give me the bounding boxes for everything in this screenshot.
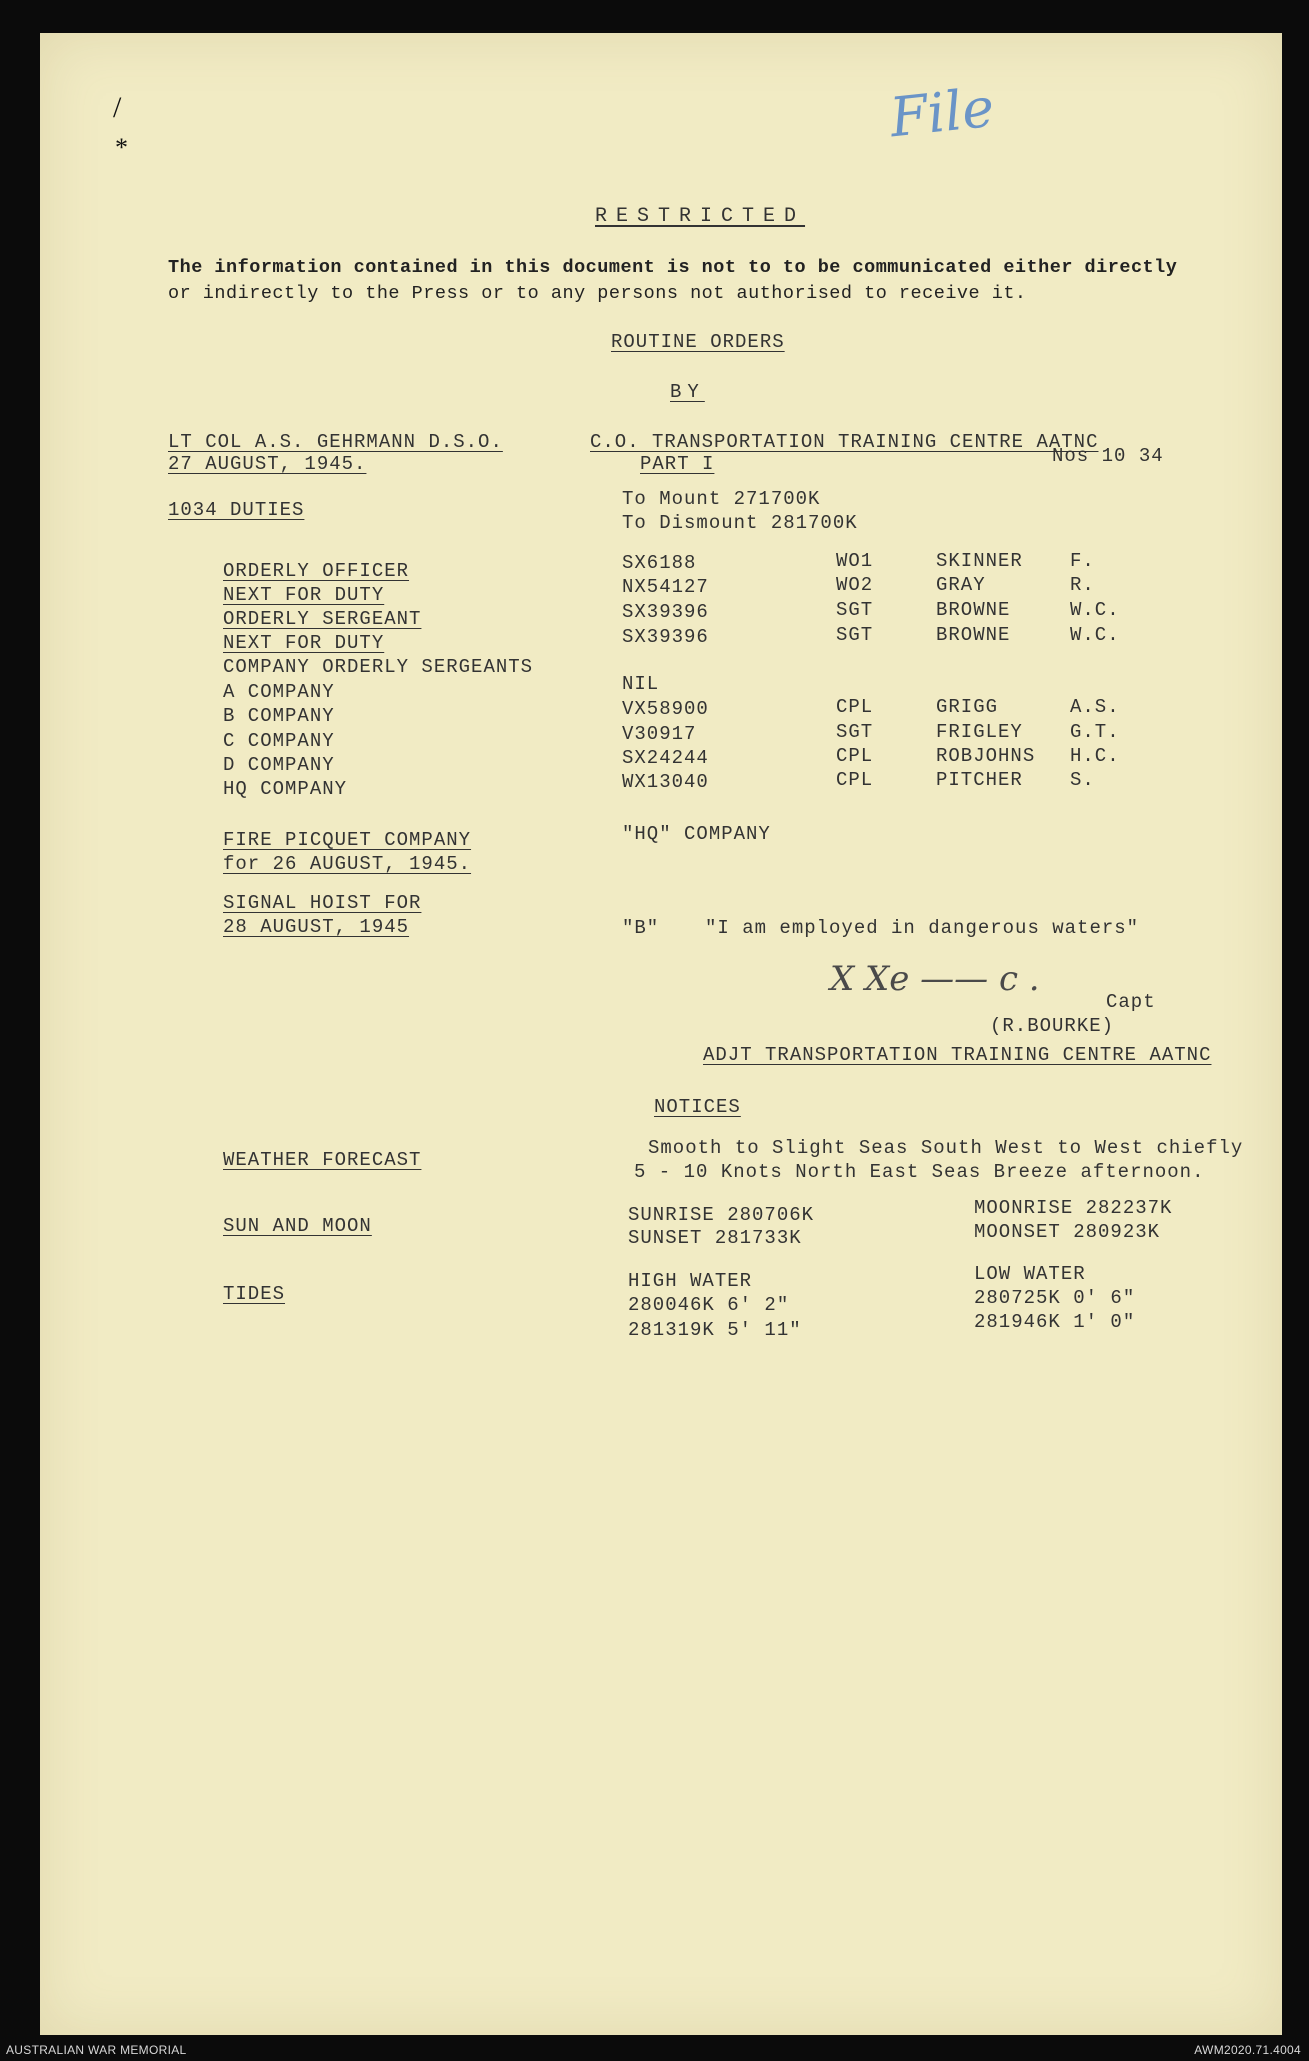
margin-mark-slash: / bbox=[113, 91, 122, 124]
fire-picquet-date: for 26 AUGUST, 1945. bbox=[223, 853, 472, 875]
signature-rank: Capt bbox=[1106, 991, 1156, 1013]
tides-label: TIDES bbox=[223, 1283, 286, 1305]
company-surname: ROBJOHNS bbox=[936, 745, 1036, 767]
company-number: V30917 bbox=[622, 723, 697, 745]
company-name: B COMPANY bbox=[223, 705, 335, 727]
company-number: NIL bbox=[622, 673, 660, 695]
duty-initials: W.C. bbox=[1070, 624, 1120, 646]
dismount-time: To Dismount 281700K bbox=[622, 512, 858, 534]
fire-picquet-label: FIRE PICQUET COMPANY bbox=[223, 829, 472, 851]
duty-initials: W.C. bbox=[1070, 599, 1120, 621]
sun-moon-label: SUN AND MOON bbox=[223, 1215, 372, 1237]
company-rank: CPL bbox=[836, 696, 874, 718]
company-sergeants-heading: COMPANY ORDERLY SERGEANTS bbox=[223, 656, 534, 678]
moonrise: MOONRISE 282237K bbox=[974, 1197, 1173, 1219]
signal-meaning: "I am employed in dangerous waters" bbox=[705, 917, 1140, 939]
duty-role: NEXT FOR DUTY bbox=[223, 584, 385, 606]
weather-line-2: 5 - 10 Knots North East Seas Breeze afternoon. bbox=[634, 1161, 1205, 1183]
company-number: SX24244 bbox=[622, 747, 709, 769]
high-water-1: 280046K 6' 2" bbox=[628, 1294, 790, 1316]
duty-surname: GRAY bbox=[936, 574, 986, 596]
company-name: HQ COMPANY bbox=[223, 778, 348, 800]
company-rank: SGT bbox=[836, 721, 874, 743]
duty-number: SX39396 bbox=[622, 601, 709, 623]
duty-role: NEXT FOR DUTY bbox=[223, 632, 385, 654]
duty-role: ORDERLY OFFICER bbox=[223, 560, 410, 582]
company-rank: CPL bbox=[836, 745, 874, 767]
low-water-2: 281946K 1' 0" bbox=[974, 1311, 1136, 1333]
fire-picquet-company: "HQ" COMPANY bbox=[622, 823, 771, 845]
duties-label: 1034 DUTIES bbox=[168, 499, 305, 521]
order-date: 27 AUGUST, 1945. bbox=[168, 453, 367, 475]
company-surname: FRIGLEY bbox=[936, 721, 1023, 743]
low-water-label: LOW WATER bbox=[974, 1263, 1086, 1285]
company-rank: CPL bbox=[836, 769, 874, 791]
document-page bbox=[40, 33, 1282, 2035]
duty-surname: SKINNER bbox=[936, 550, 1023, 572]
footer-source: AUSTRALIAN WAR MEMORIAL bbox=[6, 2043, 187, 2057]
duty-rank: SGT bbox=[836, 599, 874, 621]
sunset: SUNSET 281733K bbox=[628, 1227, 802, 1249]
restriction-notice-line-2: or indirectly to the Press or to any persons not authorised to receive it. bbox=[168, 283, 1027, 304]
company-initials: A.S. bbox=[1070, 696, 1120, 718]
company-initials: H.C. bbox=[1070, 745, 1120, 767]
part-label: PART I bbox=[640, 453, 715, 475]
restriction-notice-line-1: The information contained in this document is not to to be communicated either directly bbox=[168, 257, 1178, 278]
signature-scrawl: X Xe —— c . bbox=[830, 959, 1040, 999]
company-number: VX58900 bbox=[622, 698, 709, 720]
signal-hoist-label: SIGNAL HOIST FOR bbox=[223, 892, 422, 914]
notices-heading: NOTICES bbox=[654, 1096, 741, 1118]
high-water-label: HIGH WATER bbox=[628, 1270, 753, 1292]
company-number: WX13040 bbox=[622, 771, 709, 793]
restricted-heading: RESTRICTED bbox=[595, 205, 806, 228]
duty-rank: WO2 bbox=[836, 574, 874, 596]
moonset: MOONSET 280923K bbox=[974, 1221, 1161, 1243]
company-name: D COMPANY bbox=[223, 754, 335, 776]
duty-role: ORDERLY SERGEANT bbox=[223, 608, 422, 630]
sunrise: SUNRISE 280706K bbox=[628, 1204, 815, 1226]
commander-name: LT COL A.S. GEHRMANN D.S.O. bbox=[168, 431, 503, 453]
company-surname: GRIGG bbox=[936, 696, 999, 718]
duty-rank: WO1 bbox=[836, 550, 874, 572]
by-heading: BY bbox=[670, 381, 705, 403]
duty-surname: BROWNE bbox=[936, 599, 1011, 621]
company-surname: PITCHER bbox=[936, 769, 1023, 791]
routine-orders-heading: ROUTINE ORDERS bbox=[611, 331, 785, 353]
duty-surname: BROWNE bbox=[936, 624, 1011, 646]
weather-line-1: Smooth to Slight Seas South West to West chiefly bbox=[648, 1137, 1244, 1159]
footer-accession: AWM2020.71.4004 bbox=[1194, 2043, 1301, 2057]
duty-number: SX39396 bbox=[622, 626, 709, 648]
company-name: A COMPANY bbox=[223, 681, 335, 703]
handwritten-note: File bbox=[886, 75, 997, 150]
duty-rank: SGT bbox=[836, 624, 874, 646]
weather-label: WEATHER FORECAST bbox=[223, 1149, 422, 1171]
duty-initials: R. bbox=[1070, 574, 1095, 596]
commander-title: C.O. TRANSPORTATION TRAINING CENTRE AATNC bbox=[590, 431, 1099, 453]
signal-flag: "B" bbox=[622, 917, 660, 939]
company-initials: G.T. bbox=[1070, 721, 1120, 743]
duty-number: SX6188 bbox=[622, 552, 697, 574]
signal-hoist-date: 28 AUGUST, 1945 bbox=[223, 916, 410, 938]
adjutant-title: ADJT TRANSPORTATION TRAINING CENTRE AATNC bbox=[703, 1044, 1212, 1066]
company-name: C COMPANY bbox=[223, 730, 335, 752]
mount-time: To Mount 271700K bbox=[622, 488, 821, 510]
signature-name: (R.BOURKE) bbox=[990, 1015, 1115, 1037]
low-water-1: 280725K 0' 6" bbox=[974, 1287, 1136, 1309]
duty-initials: F. bbox=[1070, 550, 1095, 572]
high-water-2: 281319K 5' 11" bbox=[628, 1319, 802, 1341]
order-numbers: Nos 10 34 bbox=[1052, 445, 1164, 467]
duty-number: NX54127 bbox=[622, 576, 709, 598]
company-initials: S. bbox=[1070, 769, 1095, 791]
margin-mark-star: * bbox=[115, 133, 128, 162]
